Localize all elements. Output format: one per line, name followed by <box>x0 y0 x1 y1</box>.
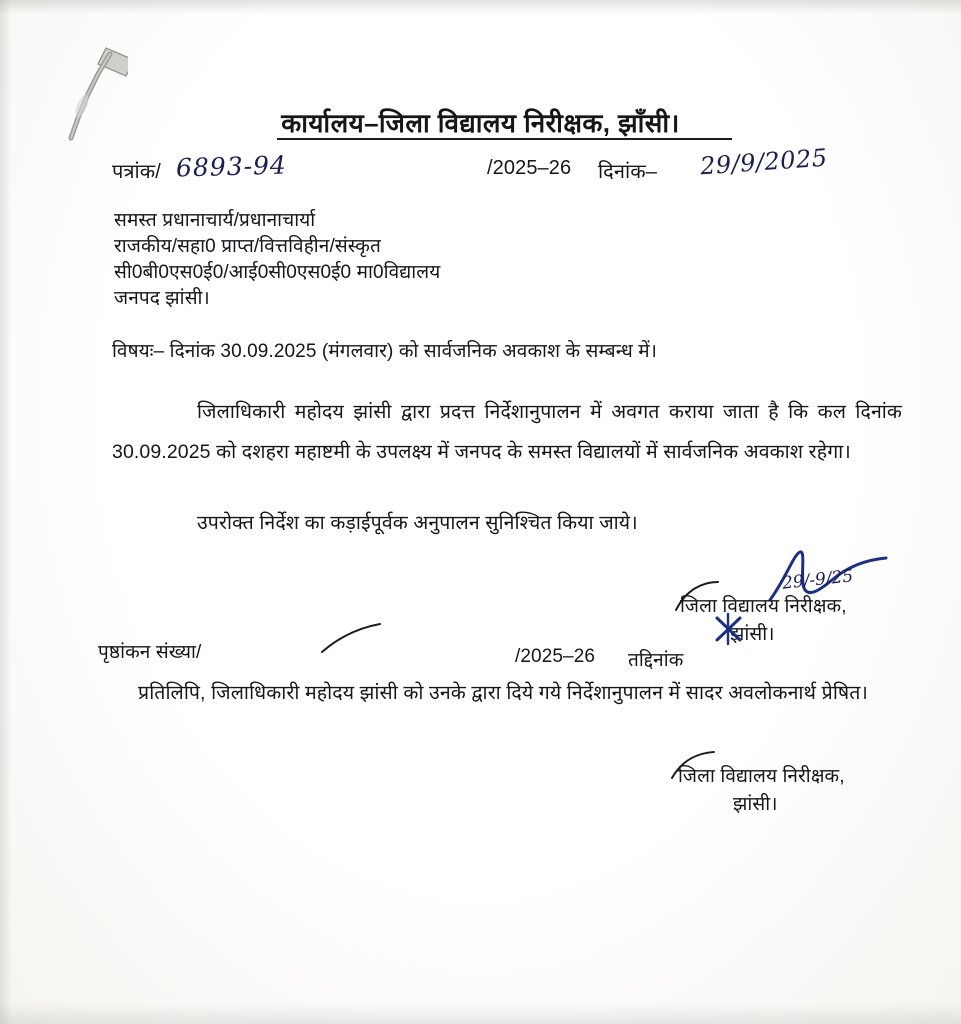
reference-label: पत्रांक/ <box>112 161 161 183</box>
addressee-line-3: सी0बी0एस0ई0/आई0सी0एस0ई0 मा0विद्यालय <box>114 262 441 283</box>
signatory-1-designation: जिला विद्यालय निरीक्षक, <box>680 596 847 617</box>
reference-number-handwritten: 6893-94 <box>175 150 288 183</box>
signatory-2-place: झांसी। <box>733 794 778 815</box>
signature-date-handwritten: 29/-9/25 <box>781 566 855 594</box>
endorsement-label: पृष्ठांकन संख्या/ <box>98 642 202 663</box>
reference-session: /2025–26 <box>487 157 572 179</box>
signatory-2-designation: जिला विद्यालय निरीक्षक, <box>678 766 845 787</box>
page-title: कार्यालय–जिला विद्यालय निरीक्षक, झाँसी। <box>281 108 680 138</box>
endorsement-body: प्रतिलिपि, जिलाधिकारी महोदय झांसी को उनके द्वारा दिये गये निर्देशानुपालन में सादर अवलोकनार्थ प्रेषित। <box>138 682 868 704</box>
endorsement-date-label: तद्दिनांक <box>628 650 684 671</box>
scan-shadow-bottom <box>0 1002 961 1024</box>
body-paragraph-2: उपरोक्त निर्देश का कड़ाईपूर्वक अनुपालन सुनिश्चित किया जाये। <box>197 512 638 534</box>
reference-date-handwritten: 29/9/2025 <box>699 143 829 181</box>
addressee-line-4: जनपद झांसी। <box>114 288 210 309</box>
addressee-line-1: समस्त प्रधानाचार्य/प्रधानाचार्या <box>114 210 316 231</box>
scan-shadow-top <box>0 0 961 14</box>
scan-shadow-left <box>0 0 12 1024</box>
endorsement-session: /2025–26 <box>515 646 596 667</box>
addressee-line-2: राजकीय/सहा0 प्राप्त/वित्तविहीन/संस्कृत <box>114 236 381 257</box>
subject-line: विषयः– दिनांक 30.09.2025 (मंगलवार) को सार्वजनिक अवकाश के सम्बन्ध में। <box>112 341 657 362</box>
body-paragraph-1: जिलाधिकारी महोदय झांसी द्वारा प्रदत्त निर्देशानुपालन में अवगत कराया जाता है कि कल दिनांक 30.09.2025 को दशहरा महाष्टमी के उपलक्ष्य में जनपद के समस्त विद्यालयों में सार्वजनिक अवकाश रहेगा। <box>112 401 902 463</box>
signatory-1-place: झांसी। <box>730 624 775 645</box>
title-underline <box>277 138 732 140</box>
reference-date-label: दिनांक– <box>598 161 657 183</box>
